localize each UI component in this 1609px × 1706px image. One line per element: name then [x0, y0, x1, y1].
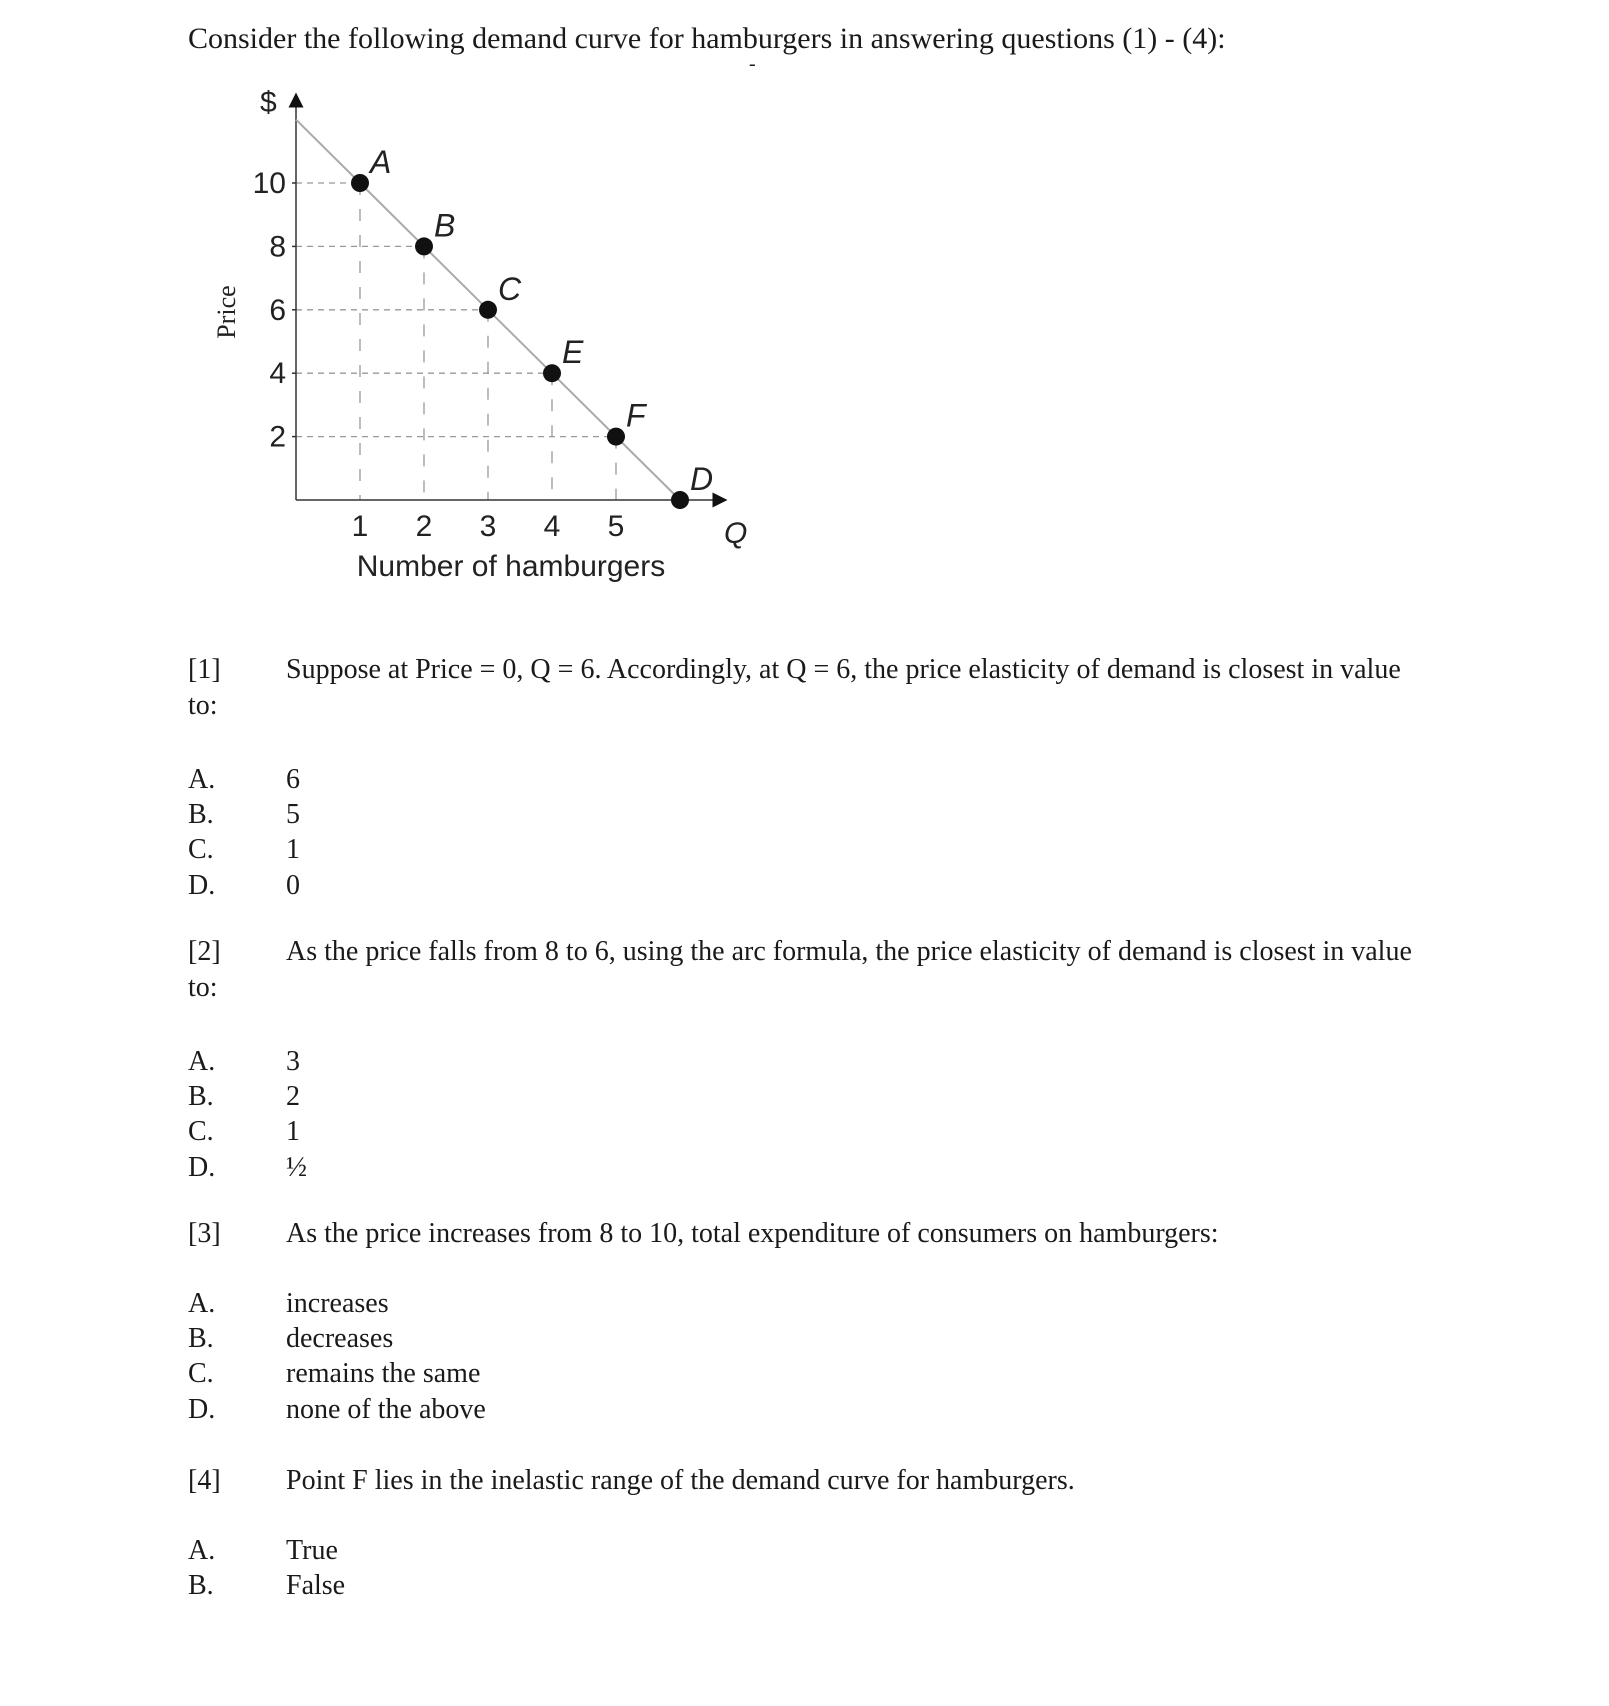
option-text: increases [286, 1288, 389, 1319]
x-axis-label: Number of hamburgers [356, 550, 666, 583]
option-letter: A. [188, 764, 216, 795]
point-b [415, 237, 433, 255]
y-unit-label: $ [260, 86, 277, 119]
point-d [671, 491, 689, 509]
y-tick-label: 2 [269, 420, 286, 454]
option-letter: C. [188, 834, 214, 865]
option-text: 2 [286, 1081, 300, 1112]
x-tick-label: 3 [479, 510, 497, 543]
question-text: Point F lies in the inelastic range of the demand curve for hamburgers. [286, 1465, 1075, 1496]
option-text: 1 [286, 834, 300, 865]
y-tick-label: 10 [252, 167, 286, 200]
question-text: As the price increases from 8 to 10, total expenditure of consumers on hamburgers: [286, 1218, 1219, 1249]
option-text: 6 [286, 764, 300, 795]
point-label-c: C [498, 270, 522, 307]
option-letter: B. [188, 1081, 214, 1112]
point-label-d: D [690, 461, 714, 497]
option-letter: B. [188, 1570, 214, 1601]
point-e [543, 364, 561, 382]
option-text: decreases [286, 1323, 394, 1354]
question-continuation: to: [188, 972, 218, 1003]
point-label-e: E [562, 334, 584, 371]
option-text: ½ [286, 1152, 307, 1183]
question-text: Suppose at Price = 0, Q = 6. Accordingly, at Q = 6, the price elasticity of demand is closest in value [286, 654, 1401, 685]
option-letter: A. [188, 1535, 216, 1566]
demand-chart [180, 80, 760, 600]
y-tick-label: 4 [269, 357, 286, 391]
question-number: [1] [188, 654, 221, 685]
intro-text: Consider the following demand curve for hamburgers in answering questions (1) - (4): [188, 22, 1226, 55]
x-tick-label: 5 [607, 510, 625, 543]
question-number: [4] [188, 1465, 221, 1496]
point-label-f: F [626, 397, 646, 434]
point-a [351, 174, 369, 192]
option-text: 3 [286, 1046, 300, 1077]
option-letter: A. [188, 1288, 216, 1319]
y-axis-label: Price [212, 285, 241, 339]
y-tick-label: 8 [269, 230, 286, 264]
option-letter: D. [188, 1152, 216, 1183]
option-text: 0 [286, 870, 300, 901]
x-tick-label: 2 [415, 510, 433, 543]
option-text: none of the above [286, 1394, 486, 1425]
option-letter: D. [188, 870, 216, 901]
option-text: 5 [286, 799, 300, 830]
stray-mark: - [749, 53, 756, 75]
option-letter: A. [188, 1046, 216, 1077]
x-tick-labels [352, 510, 625, 543]
question-number: [2] [188, 936, 221, 967]
y-tick-label: 6 [269, 293, 286, 327]
option-letter: D. [188, 1394, 216, 1425]
x-tick-label: 1 [351, 510, 369, 543]
option-text: 1 [286, 1116, 300, 1147]
option-letter: B. [188, 1323, 214, 1354]
question-continuation: to: [188, 690, 218, 721]
y-tick-labels [253, 167, 296, 454]
option-letter: B. [188, 799, 214, 830]
option-text: remains the same [286, 1358, 481, 1389]
point-f [607, 428, 625, 446]
x-tick-label: 4 [543, 510, 561, 543]
question-text: As the price falls from 8 to 6, using the arc formula, the price elasticity of demand is closest in value [286, 936, 1412, 967]
option-text: False [286, 1570, 346, 1601]
point-c [479, 301, 497, 319]
x-axis-end-label: Q [724, 517, 748, 550]
option-letter: C. [188, 1358, 214, 1389]
demand-points [351, 144, 713, 509]
option-text: True [286, 1535, 338, 1566]
question-number: [3] [188, 1218, 221, 1249]
point-label-a: A [370, 144, 392, 180]
option-letter: C. [188, 1116, 214, 1147]
point-label-b: B [434, 207, 456, 244]
